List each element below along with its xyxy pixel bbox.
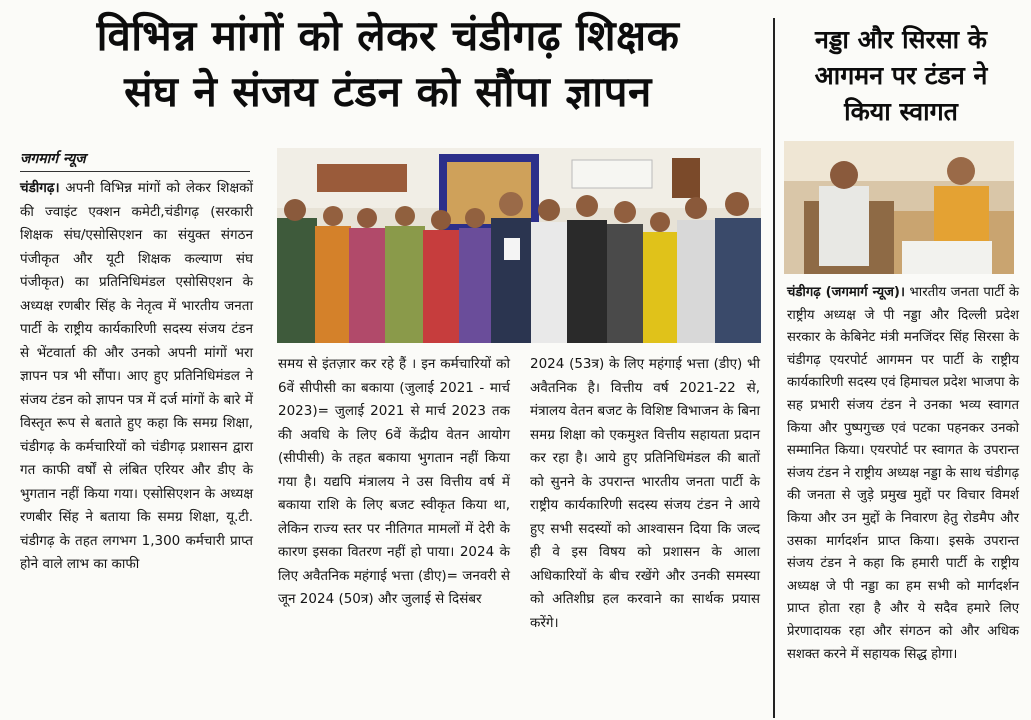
main-headline-line-1: विभिन्न मांगों को लेकर चंडीगढ़ शिक्षक bbox=[96, 11, 680, 60]
article-column-3: 2024 (53त्र) के लिए महंगाई भत्ता (डीए) भी अवैतनिक है। वित्तीय वर्ष 2021-22 से, मंत्रालय वेतन बजट के विशिष्ट विभाजन के बिना समग्र शिक्षा को एकमुश्त वित्तीय सहायता प्रदान कर रहा है। आये हुए प्रतिनिधिमंडल की बातों को सुनने के उपरान्त भारतीय जनता पार्टी के राष्ट्रीय कार्यकारिणी सदस्य संजय टंडन ने आये हुए सभी सदस्यों को आश्वासन दिया कि जल्द ही वे इस विषय को प्रशासन के आला अधिकारियों के बीच रखेंगे और उनकी समस्या को अतिशीघ्र हल करवाने का सार्थक प्रयास करेंगे। bbox=[530, 356, 760, 631]
dateline: चंडीगढ़। bbox=[20, 180, 60, 196]
side-article-body bbox=[787, 282, 1019, 718]
group-photo bbox=[277, 148, 761, 343]
article-column-1-text: अपनी विभिन्न मांगों को लेकर शिक्षकों की ज्वाइंट एक्शन कमेटी,चंडीगढ़ (सरकारी शिक्षक संघ/एसोसिएशन का संयुक्त संगठन पंजीकृत और यूटी शिक्षक कल्याण संघ पंजीकृत) का प्रतिनिधिमंडल एसोसिएशन के अध्यक्ष रणबीर सिंह के नेतृत्व में भारतीय जनता पार्टी के राष्ट्रीय कार्यकारिणी सदस्य संजय टंडन से भेंटवार्ता की और उनको अपनी मांगों भरा ज्ञापन पत्र भी सौंपा। आए हुए प्रतिनिधिमंडल ने संजय टंडन को ज्ञापन पत्र में दर्ज मांगों के बारे में विस्तृत रूप से बताते हुए कहा कि समग्र शिक्षा, चंडीगढ़ के कर्मचारियों को चंडीगढ़ प्रशासन द्वारा गत काफी वर्षों से लंबित एरियर और डीए के भुगतान नहीं किया गया। एसोसिएशन के अध्यक्ष रणबीर सिंह ने बताया कि समग्र शिक्षा, यू.टी. चंडीगढ़ के तहत लगभग 1,300 कर्मचारी प्राप्त होने वाले लाभ का काफी bbox=[20, 180, 253, 572]
byline: जगमार्ग न्यूज bbox=[20, 149, 250, 172]
article-column-1 bbox=[20, 177, 253, 717]
side-dateline: चंडीगढ़ (जगमार्ग न्यूज)। bbox=[787, 285, 905, 300]
side-photo-illustration bbox=[784, 141, 1014, 274]
side-headline-line-3: किया स्वागत bbox=[844, 97, 958, 126]
side-headline-line-2: आगमन पर टंडन ने bbox=[814, 61, 988, 90]
article-column-2: समय से इंतज़ार कर रहे हैं । इन कर्मचारियों को 6वें सीपीसी का बकाया (जुलाई 2021 - मार्च 2023)= जुलाई 2021 से मार्च 2023 तक की अवधि के लिए 6वें केंद्रीय वेतन आयोग (सीपीसी) के तहत बकाया भुगतान नहीं किया गया है। यद्यपि मंत्रालय ने उस वित्तीय वर्ष में बकाया राशि के लिए बजट स्वीकृत किया था, लेकिन राज्य स्तर पर नीतिगत मामलों में देरी के कारण इसका वितरण नहीं हो पाया। 2024 के लिए अवैतनिक महंगाई भत्ता (डीए)= जनवरी से जून 2024 (50त्र) और जुलाई से दिसंबर bbox=[278, 356, 510, 607]
main-headline-line-2: संघ ने संजय टंडन को सौंपा ज्ञापन bbox=[124, 67, 652, 116]
column-divider bbox=[773, 18, 775, 718]
main-headline bbox=[8, 8, 768, 120]
group-photo-illustration bbox=[277, 148, 761, 343]
side-article-text: भारतीय जनता पार्टी के राष्ट्रीय अध्यक्ष जे पी नड्डा और दिल्ली प्रदेश सरकार के केबिनेट मंत्री मनजिंदर सिंह सिरसा के चंडीगढ़ एयरपोर्ट आगमन पर पार्टी के राष्ट्रीय कार्यकारिणी सदस्य एवं हिमाचल प्रदेश भाजपा के सह प्रभारी संजय टंडन ने उनका भव्य स्वागत किया और पुष्पगुच्छ एवं पटका पहनकर उनको सम्मानित किया। एयरपोर्ट पर स्वागत के उपरान्त संजय टंडन ने राष्ट्रीय अध्यक्ष नड्डा के साथ चंडीगढ़ की जनता से जुड़े प्रमुख मुद्दों पर विचार विमर्श किया और उन मुद्दों के निवारण हेतु रोडमैप और उसका मार्गदर्शन प्राप्त किया। इसके उपरान्त संजय टंडन ने कहा कि हमारी पार्टी के राष्ट्रीय अध्यक्ष जे पी नड्डा का हम सभी को मार्गदर्शन प्राप्त होता रहा है और ये सदैव हमारे लिए प्रेरणादायक रहा और संगठन को और अधिक सशक्त करने में सहायक सिद्ध होगा। bbox=[787, 285, 1019, 662]
side-photo bbox=[784, 141, 1014, 274]
side-headline bbox=[783, 22, 1019, 130]
side-headline-line-1: नड्डा और सिरसा के bbox=[815, 25, 987, 54]
